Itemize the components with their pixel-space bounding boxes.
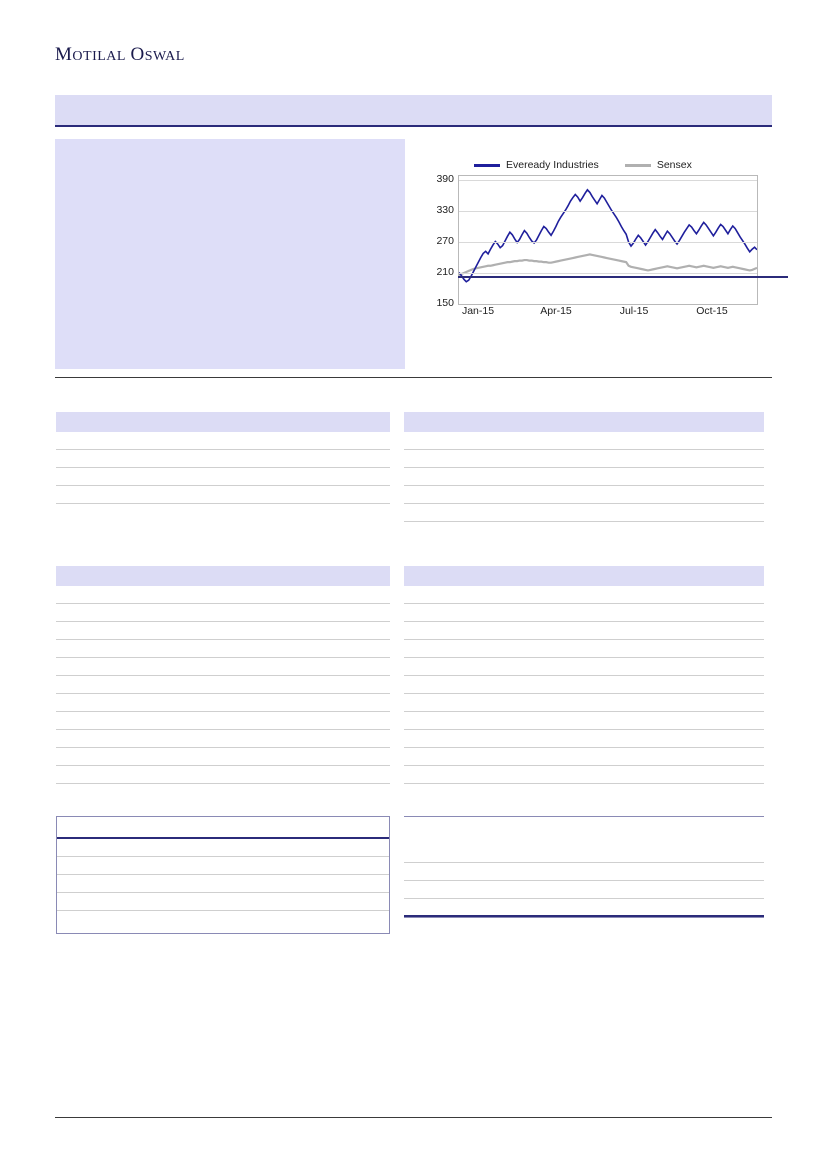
- table-row: [404, 604, 764, 622]
- legend-label-sensex: Sensex: [656, 159, 692, 171]
- table-top-left: [56, 412, 390, 504]
- chart-canvas: [458, 175, 758, 305]
- x-tick-jan15: Jan-15: [461, 305, 495, 317]
- table-row: [404, 622, 764, 640]
- table-header-row: [56, 412, 390, 432]
- table-row: [404, 881, 764, 899]
- summary-panel: [55, 139, 405, 369]
- brand-word-swal: SWAL: [144, 49, 185, 64]
- table-bottom-right: [404, 816, 764, 918]
- table-row: [56, 432, 390, 450]
- legend-label-eveready: Eveready Industries: [506, 159, 599, 171]
- table-row: [57, 839, 389, 857]
- table-row: [56, 640, 390, 658]
- table-mid-left: [56, 566, 390, 784]
- table-header-row: [404, 412, 764, 432]
- table-bottom-left: [56, 816, 390, 934]
- x-tick-jul15: Jul-15: [619, 305, 649, 317]
- table-row: [404, 863, 764, 881]
- legend-item-eveready: [474, 159, 599, 171]
- x-tick-oct15: Oct-15: [696, 305, 728, 317]
- table-row: [404, 658, 764, 676]
- chart-plot-area: [414, 175, 772, 325]
- table-row: [404, 712, 764, 730]
- table-row: [56, 486, 390, 504]
- table-row: [56, 766, 390, 784]
- chart-baseline: [458, 276, 788, 278]
- table-row: [56, 586, 390, 604]
- table-row: [56, 748, 390, 766]
- footer-divider: [55, 1117, 772, 1118]
- table-row: [56, 676, 390, 694]
- x-tick-apr15: Apr-15: [540, 305, 572, 317]
- table-row: [56, 658, 390, 676]
- y-tick-210: 210: [436, 266, 454, 278]
- brand-word-otilal: OTILAL: [72, 49, 126, 64]
- table-row: [404, 486, 764, 504]
- table-row: [404, 640, 764, 658]
- table-row: [404, 694, 764, 712]
- table-header-row: [56, 566, 390, 586]
- chart-series-svg: [459, 176, 757, 304]
- table-row: [404, 845, 764, 863]
- table-row: [404, 504, 764, 522]
- table-mid-right: [404, 566, 764, 784]
- brand-logo: [55, 44, 185, 66]
- y-tick-390: 390: [436, 173, 454, 185]
- table-row: [404, 432, 764, 450]
- table-row: [404, 899, 764, 917]
- price-performance-chart: [414, 139, 772, 329]
- legend-swatch-sensex: [625, 164, 651, 167]
- series-line-sensex: [459, 254, 757, 275]
- table-row: [404, 766, 764, 784]
- table-row: [56, 712, 390, 730]
- chart-x-axis: [458, 305, 758, 321]
- legend-item-sensex: [625, 159, 692, 171]
- table-row: [404, 586, 764, 604]
- table-row: [57, 875, 389, 893]
- table-top-right: [404, 412, 764, 522]
- table-row: [56, 694, 390, 712]
- y-tick-270: 270: [436, 235, 454, 247]
- y-tick-150: 150: [436, 297, 454, 309]
- brand-letter-o: O: [130, 44, 145, 65]
- table-row: [56, 730, 390, 748]
- y-tick-330: 330: [436, 204, 454, 216]
- table-row: [56, 604, 390, 622]
- table-row: [57, 893, 389, 911]
- table-row: [404, 748, 764, 766]
- table-row: [404, 730, 764, 748]
- table-row: [56, 450, 390, 468]
- chart-legend: [474, 157, 764, 173]
- table-header-row: [57, 817, 389, 839]
- section-divider-top: [55, 377, 772, 378]
- title-band: [55, 95, 772, 127]
- table-row: [404, 450, 764, 468]
- table-row: [56, 468, 390, 486]
- table-row: [57, 857, 389, 875]
- brand-letter-m: M: [55, 44, 73, 65]
- table-row: [404, 468, 764, 486]
- table-header-row: [404, 817, 764, 845]
- table-row: [56, 622, 390, 640]
- table-header-row: [404, 566, 764, 586]
- chart-y-axis: [414, 173, 454, 309]
- table-row: [57, 911, 389, 933]
- legend-swatch-eveready: [474, 164, 500, 167]
- table-row: [404, 676, 764, 694]
